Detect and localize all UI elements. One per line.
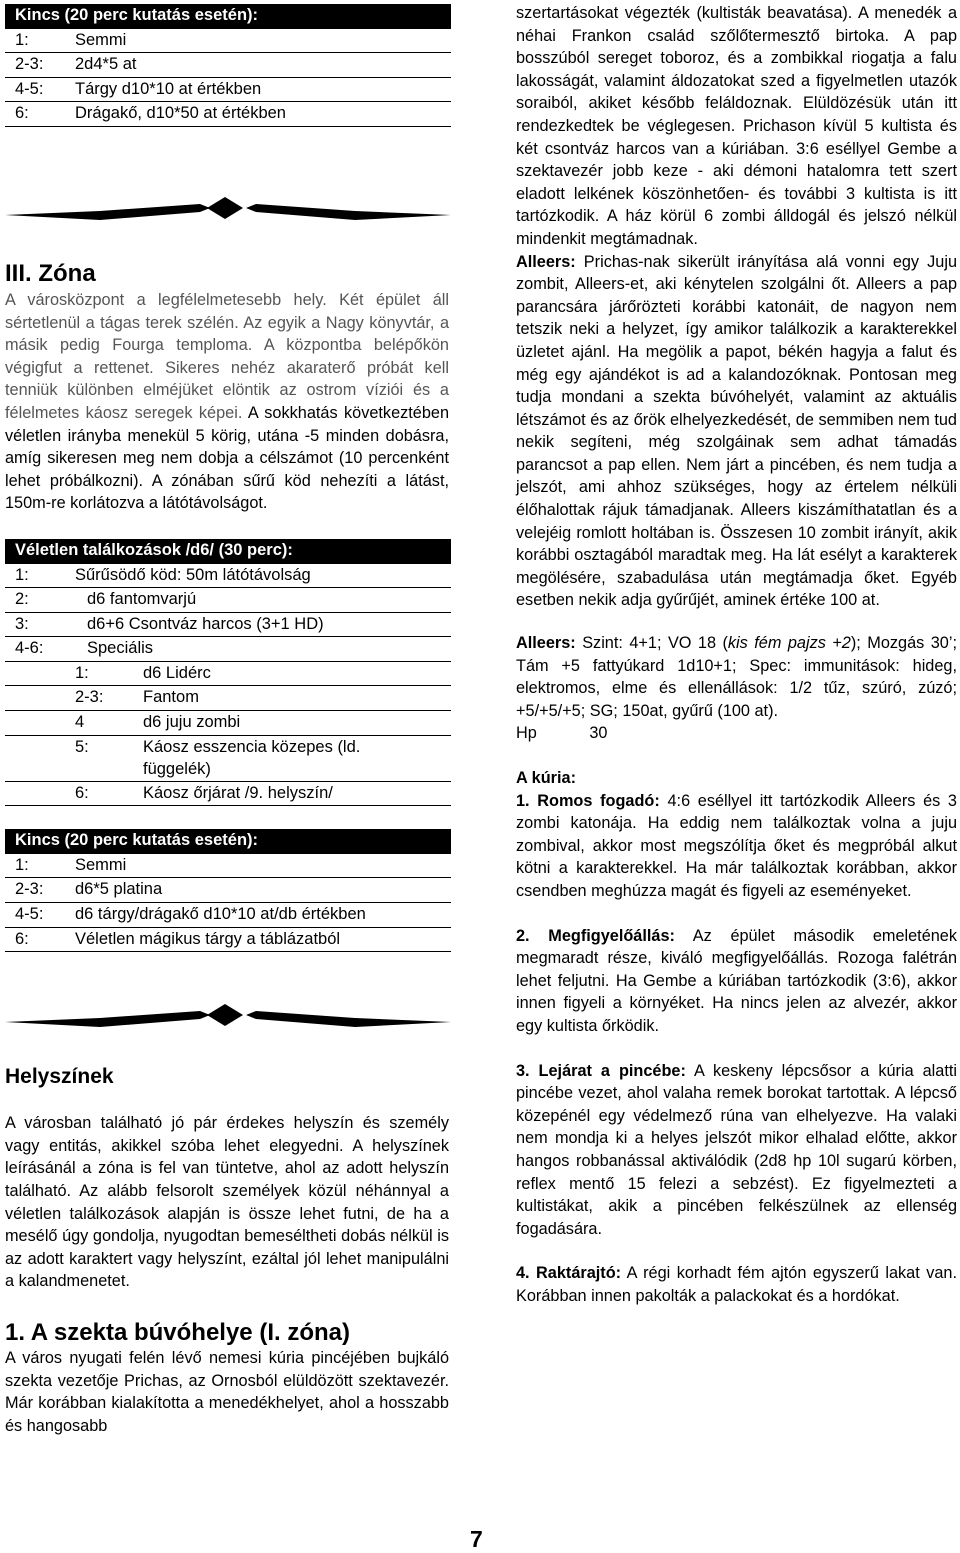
kuria-item-label: 2. Megfigyelőállás:: [516, 926, 675, 945]
zone-3-para-2: Sikeres nehéz akaraterő próbát kell tenniük különben elméjüket elöntik az ostrom víziói és a félelmetes káosz seregek képei.: [5, 358, 449, 422]
right-column: [516, 0, 957, 1307]
kuria-item-text: Az épület második emeletének megmaradt része, kiváló megfigyelőállás. Rozoga falétrán lehet feljutni. Ha Gembe a kúriában tartózkodik (3:6), akkor innen figyeli a környéket. Ha nincs jelen az alvezér, akkor egy kultista őrködik.: [516, 926, 957, 1035]
sect-body-start: A város nyugati felén lévő nemesi kúria pincéjében bujkáló szekta vezetője Prichas, az Ornosból elüldözött szektavezér. Már korábban kialakította a menedékhelyet, ahol a hosszabb és hangosabb: [5, 1348, 449, 1435]
loot-table-2-title: Kincs (20 perc kutatás esetén):: [5, 829, 451, 853]
locations-title: Helyszínek: [5, 1065, 114, 1089]
loot-key: 6:: [5, 927, 75, 952]
kuria-item-label: 3. Lejárat a pincébe:: [516, 1061, 686, 1080]
loot-table-2: [5, 829, 451, 952]
loot-key: 1:: [5, 853, 75, 878]
alleers-stats-a: Szint: 4+1; VO 18 (: [582, 634, 728, 653]
alleers-hp: [516, 722, 957, 745]
loot-key: 4-5:: [5, 903, 75, 928]
encounter-key: 2:: [5, 588, 75, 613]
left-column: [5, 0, 449, 1437]
kuria-item-3: [516, 1060, 957, 1241]
loot-value: Tárgy d10*10 at értékben: [75, 77, 451, 102]
sect-body-continued: szertartásokat végezték (kultisták beavatása). A menedék a néhai Frankon család szőlőtermesztő birtoka. A pap bosszúból sereget toboroz, és a zombikkal riogatja a falu lakosságát, valamint áldozatokat szed a figyelmetlen utazók soraiból, akiket később feláldoznak. Elüldözésük után itt rendezkedtek be véglegesen. Prichason kívül 5 kultista és két csontváz harcos van a kúriában. 3:6 eséllyel Gembe a szektavezér jobb keze - aki démoni hatalomra tett szert eladott lelkének köszönhetően- és további 3 kultista is itt tartózkodik. A ház körül 6 zombi álldogál és jelszó nélkül mindenkit megtámadnak.: [516, 4, 957, 248]
zone-3-para-3: A sokkhatás következtében véletlen irányba menekül 5 körig, utána -5 minden dobásra, amíg sikeresen meg nem dobja a célszámot (10 percenként lehet próbálkozni). A zónában sűrű köd nehezíti a látást, 150m-re korlátozva a látótávolságot.: [5, 403, 450, 513]
encounter-value: d6 fantomvarjú: [75, 588, 451, 613]
encounters-table: [5, 539, 451, 806]
loot-table-1: [5, 4, 451, 127]
alleers-stats-b: ); Mozgás 30’; Tám +5 fattyúkard 1d10+1; Spec: immunitások: hideg, elektromos, elme és ellenállások: 1/2 tűz, szúró, zúzó; +5/+5/+5; SG; 150at, gyűrű (100 at).: [516, 634, 957, 720]
special-key: 1:: [75, 661, 143, 686]
hp-label: Hp: [516, 724, 537, 743]
alleers-stats: [516, 632, 957, 722]
loot-value: d6 tárgy/drágakő d10*10 at/db értékben: [75, 903, 451, 928]
encounter-key: 1:: [5, 563, 75, 588]
ornamental-divider: [5, 182, 451, 232]
page-number: 7: [470, 1526, 483, 1552]
encounter-value: Sűrűsödő köd: 50m látótávolság: [75, 563, 451, 588]
kuria-item-text: 4:6 eséllyel itt tartózkodik Alleers és 3 zombi katonája. Ha eddig nem találkoztak volna a juju zombival, akkor most megszólítja őket és megpróbál alkut kötni a karakterekkel. Ha már találkoztak korábban, akkor csendben meghúzza magát és figyeli az eseményeket.: [516, 791, 957, 900]
loot-value: d6*5 platina: [75, 878, 451, 903]
special-value: Káosz esszencia közepes (ld. függelék): [143, 735, 451, 781]
kuria-item-text: A keskeny lépcsősor a kúria alatti pincébe vezet, ahol valaha remek borokat tartottak. A lépcső közepénél egy védelmező rúna van elhelyezve. Ha valaki nem mondja ki a helyes jelszót mikor elhalad előtte, akkor hangos robbanással aktiválódik (2d8 hp 10l sugarú körben, reflex mentő 15 felezi a sebzést). Ez figyelmezteti a kultistákat, akik a pincében felkészülnek az ellenség fogadására.: [516, 1061, 957, 1238]
kuria-title: A kúria:: [516, 769, 577, 787]
loot-value: Drágakő, d10*50 at értékben: [75, 102, 451, 127]
loot-key: 6:: [5, 102, 75, 127]
hp-value: 30: [589, 724, 608, 743]
alleers-description: [516, 251, 957, 613]
sect-title: 1. A szekta búvóhelye (I. zóna): [5, 1318, 350, 1346]
kuria-item-label: 4. Raktárajtó:: [516, 1264, 622, 1283]
alleers-stats-italic: kis fém pajzs +2: [727, 634, 851, 653]
special-key: 4: [75, 711, 143, 736]
encounter-key: 3:: [5, 612, 75, 637]
loot-value: Semmi: [75, 28, 451, 53]
encounters-title: Véletlen találkozások /d6/ (30 perc):: [5, 539, 451, 563]
loot-value: Véletlen mágikus tárgy a táblázatból: [75, 927, 451, 952]
loot-value: Semmi: [75, 853, 451, 878]
special-key: 5:: [75, 735, 143, 781]
loot-key: 1:: [5, 28, 75, 53]
loot-value: 2d4*5 at: [75, 53, 451, 78]
alleers-text: Prichas-nak sikerült irányítása alá vonni egy Juju zombit, Alleers-et, aki kénytelen szolgálni őt. Alleers a pap parancsára járőrözteti korábbi katonáit, de nagyon nem tetszik neki a helyzet, így amikor találkozik a karakterekkel üzletet ajánl. Ha megölik a papot, békén hagyja a falut és még egy ajándékot is ad a kalandozóknak. Pontosan meg tudja mondani a szekta búvóhelyét, valamint az aktuális létszámot és az őrök elhelyezkedését, de semmiben nem tud nekik segíteni, még szolgáinak sem adhat támadás parancsot a pap ellen. Nem járt a pincében, és nem tudja a jelszót, ami ahhoz szükséges, hogy az értelem nélküli élőhalottak rájuk támadjanak. Alleers kiszámíthatatlan és a velejéig romlott holtában is. Összesen 10 zombit irányít, akik korábbi osztagából maradtak meg. Ha lát esélyt a karakterek megölésére, szabadulása után megtámadja őket. Egyéb esetben nekik adja gyűrűjét, aminek értéke 100 at.: [516, 252, 957, 610]
special-key: 6:: [75, 781, 143, 806]
kuria-item-label: 1. Romos fogadó:: [516, 791, 660, 810]
kuria-item-text: A régi korhadt fém ajtón egyszerű lakat van. Korábban innen pakolták a palackokat és a hordókat.: [516, 1264, 957, 1305]
encounter-key: 4-6:: [5, 637, 75, 662]
loot-table-1-title: Kincs (20 perc kutatás esetén):: [5, 4, 451, 28]
alleers-label: Alleers:: [516, 252, 576, 271]
loot-key: 2-3:: [5, 53, 75, 78]
ornamental-divider: [5, 992, 451, 1042]
loot-key: 4-5:: [5, 77, 75, 102]
kuria-item-1: [516, 790, 957, 903]
special-value: d6 Lidérc: [143, 661, 451, 686]
encounter-value: d6+6 Csontváz harcos (3+1 HD): [75, 612, 451, 637]
encounter-value: Speciális: [75, 637, 451, 662]
zone-3-para-1: A városközpont a legfélelmetesebb hely. Két épület áll sértetlenül a tágas terek szélén. Az egyik a Nagy könyvtár, a másik pedig Fourga temploma. A központba belépőkön végigfut a rettenet.: [5, 290, 449, 377]
special-value: Fantom: [143, 686, 451, 711]
kuria-item-4: [516, 1262, 957, 1307]
locations-body: A városban található jó pár érdekes helyszín és személy vagy entitás, akikkel szóba lehet elegyedni. A helyszínek leírásánál a zóna is fel van tüntetve, ahol az adott helyszín található. Az alább felsorolt személyek közül néhánnyal a véletlen találkozások alapján is össze lehet futni, de ha a mesélő úgy gondolja, nyugodtan bemeséltheti dobás nélkül is az adott karaktert vagy helyszínt, ezáltal jól lehet manipulálni a kalandmenetet.: [5, 1114, 449, 1291]
zone-3-body: [5, 289, 449, 515]
alleers-stats-label: Alleers:: [516, 634, 576, 653]
special-value: Káosz őrjárat /9. helyszín/: [143, 781, 451, 806]
special-value: d6 juju zombi: [143, 711, 451, 736]
kuria-item-2: [516, 925, 957, 1038]
loot-key: 2-3:: [5, 878, 75, 903]
zone-3-title: III. Zóna: [5, 259, 96, 287]
special-key: 2-3:: [75, 686, 143, 711]
